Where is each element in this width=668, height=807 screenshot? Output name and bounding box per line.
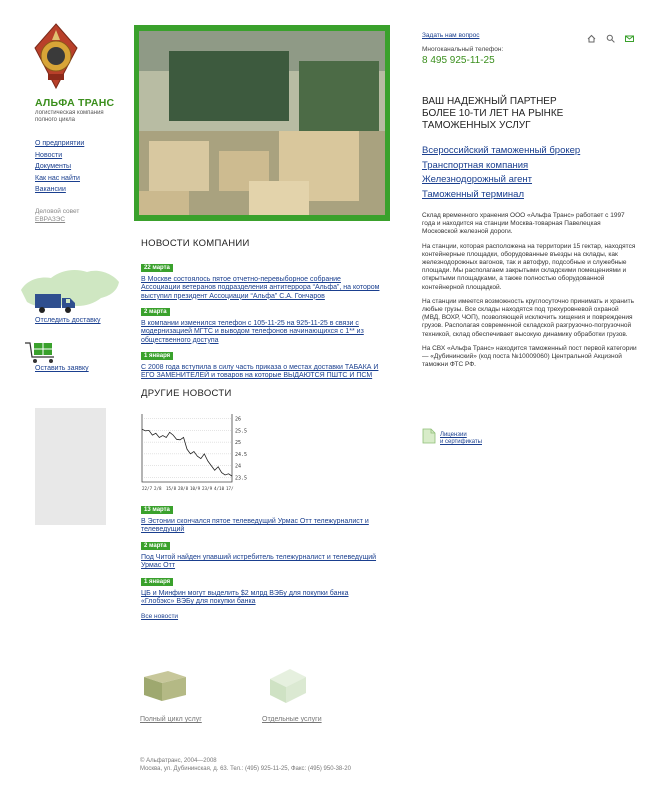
partner-headline (422, 96, 622, 132)
chart-x-tick-label: 4/10 (214, 486, 225, 491)
nav-item-vacancies[interactable]: Вакансии (35, 186, 66, 193)
cart-icon[interactable] (24, 341, 58, 365)
news-item (141, 534, 381, 571)
track-delivery-link[interactable]: Отследить доставку (35, 317, 101, 324)
nav-item-news[interactable]: Новости (35, 151, 63, 159)
chart-x-tick-label: 2/8 (154, 486, 162, 491)
search-icon[interactable] (606, 30, 615, 39)
chart-series-line (142, 429, 232, 476)
news-item (141, 498, 381, 535)
partner-line1: ВАШ НАДЕЖНЫЙ ПАРТНЕР (422, 96, 557, 107)
news-date: 2 марта (141, 308, 170, 316)
top-icons (587, 30, 634, 39)
council-line1: Деловой совет (35, 208, 80, 215)
phone-number: 8 495 925-11-25 (422, 55, 495, 66)
exchange-rate-chart (140, 410, 250, 494)
news-date: 13 марта (141, 506, 173, 514)
leave-request-link[interactable]: Оставить заявку (35, 365, 89, 372)
brand-name: АЛЬФА ТРАНС (35, 97, 115, 109)
separate-services-link[interactable]: Отдельные услуги (262, 716, 322, 723)
other-news-title: ДРУГИЕ НОВОСТИ (141, 388, 232, 399)
council-line2: ЕВРАЗЭС (35, 215, 66, 223)
address: Москва, ул. Дубининская, д. 63. Тел.: (495) 925-11-25, Факс: (495) 950-38-20 (140, 766, 351, 772)
partner-line3: ТАМОЖЕННЫХ УСЛУГ (422, 120, 531, 131)
brand-tagline: логистическая компания полного цикла (35, 110, 104, 123)
chart-x-tick-label: 15/8 (166, 486, 177, 491)
chart-y-tick-label: 25 (235, 440, 242, 447)
news-item (141, 300, 381, 345)
news-link[interactable]: В компании изменился телефон с 105-11-25 на 925-11-25 в связи с модернизацией МГТС и выводом телефонов начинающихся с 1** из общественного доступа (141, 320, 364, 344)
chart-y-tick-label: 26 (235, 416, 242, 423)
chart-x-tick-label: 28/8 (178, 486, 189, 491)
home-icon[interactable] (587, 30, 596, 39)
footer (140, 757, 351, 773)
chart-y-tick-label: 25.5 (235, 428, 248, 435)
description-paragraph: Склад временного хранения ООО «Альфа Транс» работает с 1997 года и находится на станции Москва-товарная Павелецкая Московской железной дороги. (422, 212, 625, 236)
service-customs-broker[interactable]: Всероссийский таможенный брокер (422, 145, 581, 156)
mail-icon[interactable] (625, 30, 634, 39)
nav-item-about[interactable]: О предприятии (35, 140, 85, 147)
nav-item-directions[interactable]: Как нас найти (35, 174, 80, 182)
news-date: 2 марта (141, 542, 170, 550)
news-item (141, 344, 381, 381)
news-link[interactable]: Под Читой найден упавший истребитель тележурналист и телеведущий Урмас Отт (141, 554, 377, 570)
description-paragraph: На СВХ «Альфа Транс» находится таможенный пост первой категории — «Дубининский» (код поста №10009060) Центральной Акцизной таможни ФТС РФ. (422, 344, 637, 369)
council-link[interactable] (35, 208, 95, 223)
description-paragraph: На станции, которая расположена на территории 15 гектар, находятся контейнерные площадки, оборудованные въезды на склады, как железнодорожных вагонов, так и автофур, подсобные и служебные площади. Мы располагаем закрытыми складскими помещениями и открытыми площадками, а также полностью оборудованной контейнерной площадкой. (422, 242, 636, 291)
news-link[interactable]: В Москве состоялось пятое отчетно-перевыборное собрание Ассоциации ветеранов подразделения антитеррора “Альфа”, на котором выступил президент Ассоциации “Альфа” С.А. Гончаров (141, 276, 380, 300)
chart-y-tick-label: 24.5 (235, 451, 248, 458)
news-date: 1 января (141, 352, 173, 360)
chart-y-tick-label: 24 (235, 463, 242, 470)
package-icon[interactable] (262, 663, 312, 705)
service-transport[interactable]: Транспортная компания (422, 159, 529, 171)
news-date: 22 марта (141, 264, 173, 272)
partner-line2: БОЛЕЕ 10-ТИ ЛЕТ НА РЫНКЕ (422, 108, 564, 119)
license-icon[interactable] (422, 428, 436, 444)
licenses-line2: и сертификаты (440, 439, 482, 445)
all-news-link[interactable]: Все новости (141, 613, 179, 620)
truck-icon[interactable] (35, 292, 77, 314)
full-cycle-link[interactable]: Полный цикл услуг (140, 716, 202, 723)
ask-question-link[interactable]: Задать нам вопрос (422, 32, 480, 39)
chart-x-tick-label: 17/ (226, 486, 234, 491)
phone-label: Многоканальный телефон: (422, 46, 504, 53)
company-logo[interactable] (33, 22, 79, 92)
services-list (422, 144, 580, 202)
banner-placeholder (35, 408, 106, 525)
news-item (141, 256, 381, 301)
main-nav (35, 138, 84, 196)
chart-x-tick-label: 23/9 (202, 486, 213, 491)
licenses-line1: Лицензии (440, 432, 467, 438)
description-paragraph: На станции имеется возможность круглосуточно принимать и хранить любые грузы. Все склады находятся под трехуровневой охраной (МВД, ВОХР, ЧОП), позволяющей исключить хищения и повреждения грузов. Располагая современной складской разгрузочно-погрузочной техникой, склад обеспечивает высокую динамику обработки грузов. (422, 297, 634, 338)
warehouse-photo (139, 31, 385, 215)
company-description (422, 212, 638, 375)
chart-y-tick-label: 23.5 (235, 475, 248, 482)
news-link[interactable]: ЦБ и Минфин могут выделить $2 млрд ВЭБу для покупки банка «Глобэкс» ВЭБу для покупки банка (141, 590, 349, 606)
nav-item-documents[interactable]: Документы (35, 163, 72, 170)
news-link[interactable]: В Эстонии скончался пятое телеведущий Урмас Отт тележурналист и телеведущий (141, 518, 369, 534)
copyright: © Альфатранс, 2004—2008 (140, 758, 217, 764)
service-rail-agent[interactable]: Железнодорожный агент (422, 174, 533, 185)
news-link[interactable]: С 2008 года вступила в силу часть приказа о местах доставки ТАБАКА И ЕГО ЗАМЕНИТЕЛЕЙ и товаров на которые ВЫДАЮТСЯ ПШТС И ПСМ (141, 364, 379, 380)
news-date: 1 января (141, 578, 173, 586)
chart-x-tick-label: 10/9 (190, 486, 201, 491)
boxes-icon[interactable] (140, 663, 190, 705)
company-news-title: НОВОСТИ КОМПАНИИ (141, 238, 250, 249)
service-customs-terminal[interactable]: Таможенный терминал (422, 188, 524, 200)
licenses-link[interactable] (440, 432, 500, 446)
news-item (141, 570, 381, 607)
chart-x-tick-label: 22/7 (142, 486, 153, 491)
